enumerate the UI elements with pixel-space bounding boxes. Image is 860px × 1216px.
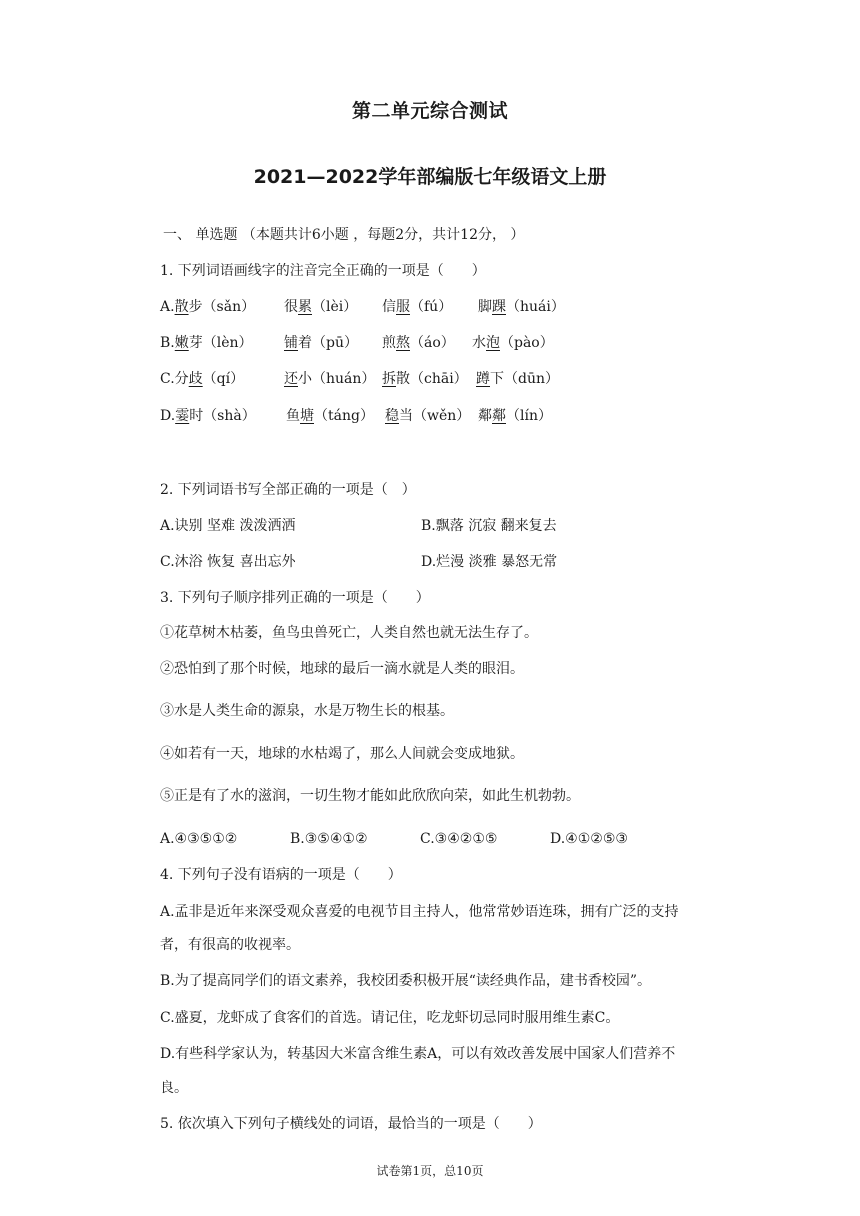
- question-2-option-a: A.诀别 坚难 泼泼洒洒: [160, 518, 296, 534]
- page-footer: 试卷第1页，总10页: [376, 1164, 484, 1178]
- question-3-sentence-1: ①花草树木枯萎，鱼鸟虫兽死亡，人类自然也就无法生存了。: [160, 625, 538, 641]
- page-title: 第二单元综合测试: [351, 100, 508, 122]
- question-3-sentence-2: ②恐怕到了那个时候，地球的最后一滴水就是人类的眼泪。: [160, 661, 524, 677]
- question-4-option-b: B.为了提高同学们的语文素养，我校团委积极开展“读经典作品，建书香校园”。: [160, 973, 652, 989]
- question-4-option-c: C.盛夏，龙虾成了食客们的首选。请记住，吃龙虾切忌同时服用维生素C。: [160, 1010, 620, 1026]
- question-3-stem: 3. 下列句子顺序排列正确的一项是（ ）: [160, 590, 430, 606]
- question-2-stem: 2. 下列词语书写全部正确的一项是（ ）: [160, 482, 416, 498]
- question-4-option-a-line-1: A.孟非是近年来深受观众喜爱的电视节目主持人，他常常妙语连珠，拥有广泛的支持: [160, 904, 679, 920]
- question-3-option-d: D.④①②⑤③: [550, 831, 628, 847]
- question-2-option-d: D.烂漫 淡雅 暴怒无常: [421, 554, 558, 570]
- question-4-option-d-line-1: D.有些科学家认为，转基因大米富含维生素A，可以有效改善发展中国家人们营养不: [160, 1046, 676, 1062]
- section-heading: 一、 单选题 （本题共计6小题 ，每题2分，共计12分， ）: [163, 227, 525, 243]
- question-4-option-a-line-2: 者，有很高的收视率。: [160, 937, 300, 953]
- question-5-stem: 5. 依次填入下列句子横线处的词语，最恰当的一项是（ ）: [160, 1116, 542, 1132]
- question-3-option-b: B.③⑤④①②: [290, 831, 368, 847]
- question-3-sentence-4: ④如若有一天，地球的水枯竭了，那么人间就会变成地狱。: [160, 746, 524, 762]
- exam-page: 第二单元综合测试 2021—2022学年部编版七年级语文上册 一、 单选题 （本题共计6小题 ，每题2分，共计12分， ） 1. 下列词语画线字的注音完全正确的一项是（ ） A.散步（sǎn） 很累（lèi） 信服（fú） 脚踝（huái） B.嫩芽（lèn） 铺着（pū） 煎熬（áo） 水泡（pào） C.分歧（qí） 还小（huán） 拆散（chāi） 蹲下（dūn） D.霎时（shà） 鱼塘（táng） 稳当（wěn） 鄰鄰（lín） 2. 下列词语书写全部正确的一项是（ ） A.诀别 坚难 泼泼洒洒 B.飘落 沉寂 翻来复去 C.沐浴 恢复 喜出忘外 D.烂漫 淡雅 暴怒无常 3. 下列句子顺序排列正确的一项是（ ） ①花草树木枯萎，鱼鸟虫兽死亡，人类自然也就无法生存了。 ②恐怕到了那个时候，地球的最后一滴水就是人类的眼泪。 ③水是人类生命的源泉，水是万物生长的根基。 ④如若有一天，地球的水枯竭了，那么人间就会变成地狱。 ⑤正是有了水的滋润，一切生物才能如此欣欣向荣，如此生机勃勃。 A.④③⑤①② B.③⑤④①② C.③④②①⑤ D.④①②⑤③ 4. 下列句子没有语病的一项是（ ） A.孟非是近年来深受观众喜爱的电视节目主持人，他常常妙语连珠，拥有广泛的支持 者，有很高的收视率。 B.为了提高同学们的语文素养，我校团委积极开展“读经典作品，建书香校园”。 C.盛夏，龙虾成了食客们的首选。请记住，吃龙虾切忌同时服用维生素C。 D.有些科学家认为，转基因大米富含维生素A，可以有效改善发展中国家人们营养不 良。 5. 依次填入下列句子横线处的词语，最恰当的一项是（ ） 试卷第1页，总10页: [0, 0, 860, 1216]
- question-4-stem: 4. 下列句子没有语病的一项是（ ）: [160, 867, 402, 883]
- question-3-option-a: A.④③⑤①②: [160, 831, 238, 847]
- question-3-sentence-3: ③水是人类生命的源泉，水是万物生长的根基。: [160, 703, 454, 719]
- question-3-option-c: C.③④②①⑤: [420, 831, 498, 847]
- question-2-option-b: B.飘落 沉寂 翻来复去: [421, 518, 557, 534]
- question-4-option-d-line-2: 良。: [160, 1080, 188, 1096]
- question-2-option-c: C.沐浴 恢复 喜出忘外: [160, 554, 296, 570]
- question-3-sentence-5: ⑤正是有了水的滋润，一切生物才能如此欣欣向荣，如此生机勃勃。: [160, 788, 580, 804]
- page-subtitle: 2021—2022学年部编版七年级语文上册: [253, 166, 607, 188]
- question-1-stem: 1. 下列词语画线字的注音完全正确的一项是（ ）: [160, 263, 486, 279]
